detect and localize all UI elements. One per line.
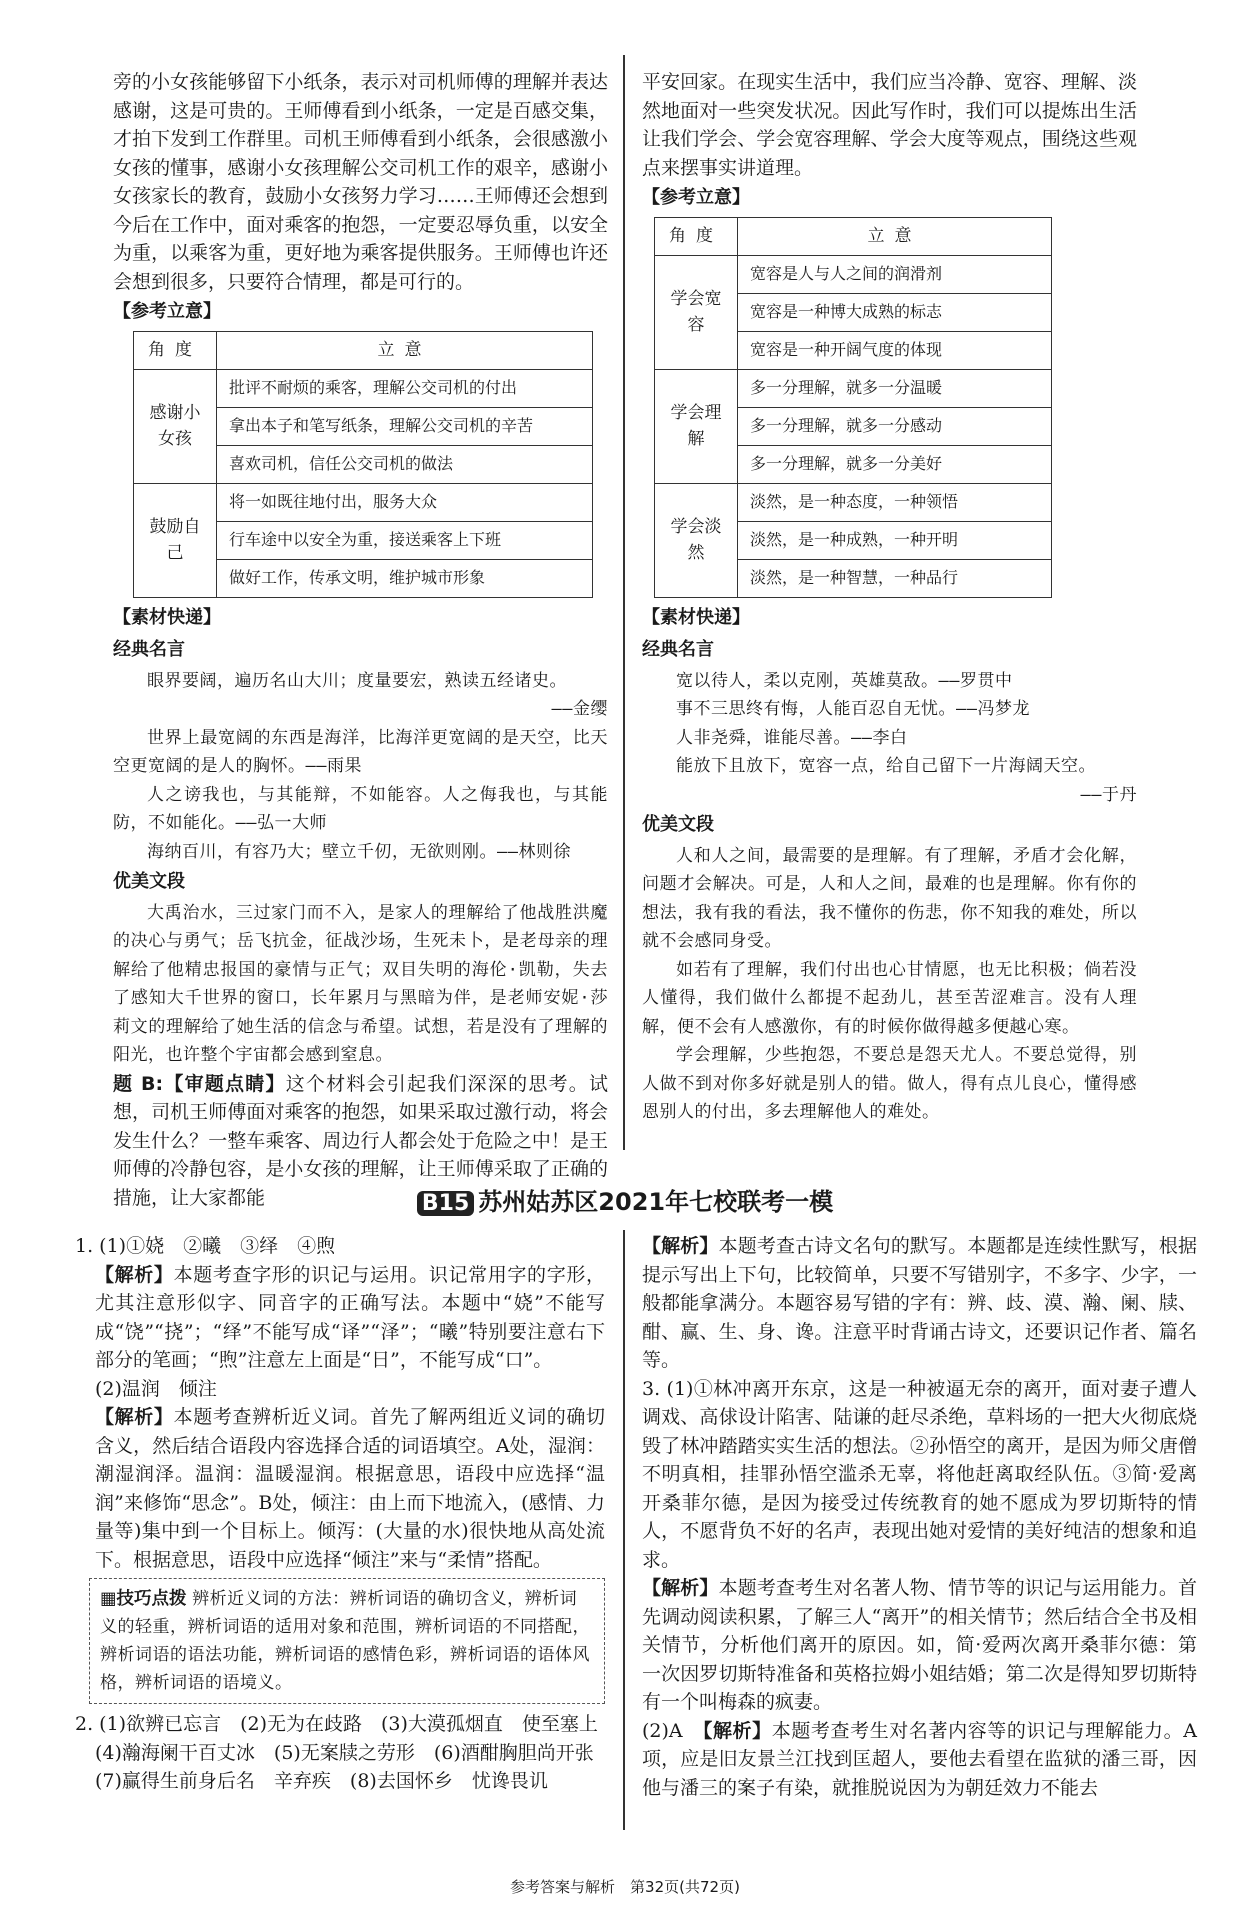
- table-idea: 淡然，是一种成熟，一种开明: [738, 521, 1052, 559]
- table-idea: 将一如既往地付出，服务大众: [217, 483, 593, 521]
- right-para-label: 优美文段: [642, 814, 714, 835]
- section-heading: [0, 1182, 1250, 1217]
- table-header-angle: 角度: [134, 331, 217, 369]
- analysis-label: 【解析】: [95, 1406, 174, 1428]
- analysis-label: 【解析】: [702, 1719, 772, 1742]
- left-quote-2: 世界上最宽阔的东西是海洋，比海洋更宽阔的是天空，比天空更宽阔的是人的胸怀。——雨果: [113, 727, 608, 776]
- analysis-label: 【解析】: [642, 1235, 719, 1257]
- q3-part1: 3. (1)①林冲离开东京，这是一种被逼无奈的离开，面对妻子遭人调戏、高俅设计陷害、陆谦的赶尽杀绝，草料场的一把大火彻底烧毁了林冲踏踏实实生活的想法。②孙悟空的离开，是因为师父唐僧不明真相，挂罪孙悟空滥杀无辜，将他赶离取经队伍。③简·爱离开桑菲尔德，是因为接受过传统教育的她不愿成为罗切斯特的情人，不愿背负不好的名声，表现出她对爱情的美好纯洁的想象和追求。: [642, 1377, 1197, 1571]
- table-angle: 学会宽容: [655, 255, 738, 369]
- left-ref-table: [133, 331, 593, 598]
- left-quotes-label: 经典名言: [113, 639, 185, 660]
- table-angle: 感谢小女孩: [134, 369, 217, 483]
- analysis-label: 【解析】: [642, 1577, 719, 1599]
- table-idea: 宽容是人与人之间的润滑剂: [738, 255, 1052, 293]
- q1-part1: 1. (1)①娆 ②曦 ③绎 ④煦: [75, 1235, 336, 1257]
- left-quote-3: 人之谤我也，与其能辩，不如能容。人之侮我也，与其能防，不如能化。——弘一大师: [113, 784, 608, 833]
- right-para-3: 学会理解，少些抱怨，不要总是怨天尤人。不要总觉得，别人做不到对你多好就是别人的错。做人，得有点儿良心，懂得感恩别人的付出，多去理解他人的难处。: [642, 1045, 1137, 1122]
- right-intro: 平安回家。在现实生活中，我们应当冷静、宽容、理解、淡然地面对一些突发状况。因此写作时，我们可以提炼出生活让我们学会、学会宽容理解、学会大度等观点，围绕这些观点来摆事实讲道理。: [642, 71, 1137, 179]
- b-text: 这个材料会引起我们深深的思考。试想，司机王师傅面对乘客的抱怨，如果采取过激行动，将会发生什么？一整车乘客、周边行人都会处于危险之中！是王师傅的冷静包容，是小女孩的理解，让王师傅采取了正确的措施，让大家都能: [113, 1072, 608, 1209]
- q2-line3: (7)赢得生前身后名 辛弃疾 (8)去国怀乡 忧谗畏讥: [95, 1770, 548, 1792]
- right-ref-label: 【参考立意】: [642, 187, 750, 208]
- section-title: 苏州姑苏区2021年七校联考一模: [478, 1188, 834, 1216]
- q3-part1-analysis: 本题考查考生对名著人物、情节等的识记与运用能力。首先调动阅读积累，了解三人“离开”的相关情节；然后结合全书及相关情节，分析他们离开的原因。如，简·爱两次离开桑菲尔德：第一次因罗切斯特准备和英格拉姆小姐结婚；第二次是得知罗切斯特有一个叫梅森的疯妻。: [642, 1577, 1197, 1713]
- right-quote-3: 人非尧舜，谁能尽善。——李白: [676, 727, 908, 748]
- q1-part2: (2)温润 倾注: [95, 1377, 217, 1400]
- left-intro: 旁的小女孩能够留下小纸条，表示对司机师傅的理解并表达感谢，这是可贵的。王师傅看到小纸条，一定是百感交集，才拍下发到工作群里。司机王师傅看到小纸条，会很感激小女孩的懂事，感谢小女孩理解公交司机工作的艰辛，感谢小女孩家长的教育，鼓励小女孩努力学习……王师傅还会想到今后在工作中，面对乘客的抱怨，一定要忍辱负重，以安全为重，以乘客为重，更好地为乘客提供服务。王师傅也许还会想到很多，只要符合情理，都是可行的。: [113, 71, 608, 293]
- analysis-label: 【解析】: [95, 1263, 174, 1286]
- q2-line1: 2. (1)欲辨已忘言 (2)无为在歧路 (3)大漠孤烟直 使至塞上: [75, 1713, 598, 1735]
- table-angle: 鼓励自己: [134, 483, 217, 597]
- q3-part2-analysis: 本题考查考生对名著内容等的识记与理解能力。A项，应是旧友景兰江找到匡超人，要他去看望在监狱的潘三哥，因他与潘三的案子有染，就推脱说因为为朝廷效力不能去: [642, 1719, 1197, 1799]
- left-top-column: [113, 68, 608, 1212]
- table-idea: 做好工作，传承文明，维护城市形象: [217, 559, 593, 597]
- table-idea: 多一分理解，就多一分感动: [738, 407, 1052, 445]
- table-angle: 学会淡然: [655, 483, 738, 597]
- right-quote-4: 能放下且放下，宽容一点，给自己留下一片海阔天空。: [676, 756, 1096, 776]
- left-quote-4: 海纳百川，有容乃大；壁立千仞，无欲则刚。——林则徐: [147, 841, 571, 862]
- table-idea: 宽容是一种博大成熟的标志: [738, 293, 1052, 331]
- left-para: 大禹治水，三过家门而不入，是家人的理解给了他战胜洪魔的决心与勇气；岳飞抗金，征战沙场，生死未卜，是老母亲的理解给了他精忠报国的豪情与正气；双目失明的海伦·凯勒，失去了感知大千世界的窗口，长年累月与黑暗为伴，是老师安妮·莎莉文的理解给了她生活的信念与希望。试想，若是没有了理解的阳光，也许整个宇宙都会感到窒息。: [113, 902, 608, 1065]
- left-quote-1-author: ——金缨: [551, 699, 608, 719]
- column-divider-bottom: [623, 1230, 625, 1830]
- left-para-label: 优美文段: [113, 871, 185, 892]
- left-bottom-column: [75, 1232, 605, 1796]
- table-header-idea: 立意: [217, 331, 593, 369]
- right-quotes-label: 经典名言: [642, 639, 714, 660]
- table-idea: 淡然，是一种智慧，一种品行: [738, 559, 1052, 597]
- table-idea: 多一分理解，就多一分温暖: [738, 369, 1052, 407]
- tip-box: [89, 1578, 605, 1704]
- table-idea: 宽容是一种开阔气度的体现: [738, 331, 1052, 369]
- left-material-label: 【素材快递】: [113, 606, 221, 628]
- table-angle: 学会理解: [655, 369, 738, 483]
- right-ref-table: [654, 217, 1052, 598]
- table-idea: 多一分理解，就多一分美好: [738, 445, 1052, 483]
- q2-analysis: 本题考查古诗文名句的默写。本题都是连续性默写，根据提示写出上下句，比较简单，只要不写错别字，不多字、少字，一般都能拿满分。本题容易写错的字有：辨、歧、漠、瀚、阑、牍、酣、赢、生、身、谗。注意平时背诵古诗文，还要识记作者、篇名等。: [642, 1235, 1197, 1371]
- table-idea: 淡然，是一种态度，一种领悟: [738, 483, 1052, 521]
- right-top-column: [642, 68, 1137, 1127]
- b-label: 题 B:【审题点睛】: [113, 1072, 286, 1095]
- tip-label: ▦技巧点拨: [100, 1589, 187, 1609]
- right-quote-1: 宽以待人，柔以克刚，英雄莫敌。——罗贯中: [676, 670, 1013, 691]
- page-footer: 参考答案与解析 第32页(共72页): [510, 1878, 740, 1896]
- column-divider-top: [623, 55, 625, 1150]
- table-idea: 拿出本子和笔写纸条，理解公交司机的辛苦: [217, 407, 593, 445]
- q3-part2: (2)A: [642, 1719, 683, 1742]
- right-para-2: 如若有了理解，我们付出也心甘情愿，也无比积极；倘若没人懂得，我们做什么都提不起劲儿，甚至苦涩难言。没有人理解，便不会有人感激你，有的时候你做得越多便越心寒。: [642, 959, 1137, 1037]
- left-ref-label: 【参考立意】: [113, 301, 221, 322]
- table-header-angle: 角度: [655, 217, 738, 255]
- tip-text: 辨析近义词的方法：辨析词语的确切含义，辨析词义的轻重，辨析词语的适用对象和范围，辨析词语的不同搭配，辨析词语的语法功能，辨析词语的感情色彩，辨析词语的语体风格，辨析词语的语境义。: [100, 1589, 590, 1693]
- right-bottom-column: [642, 1232, 1197, 1802]
- q1-part1-analysis: 本题考查字形的识记与运用。识记常用字的字形，尤其注意形似字、同音字的正确写法。本题中“娆”不能写成“饶”“挠”；“绎”不能写成“译”“泽”；“曦”特别要注意右下部分的笔画；“煦”注意左上面是“日”，不能写成“口”。: [95, 1263, 605, 1371]
- q2-line2: (4)瀚海阑干百丈冰 (5)无案牍之劳形 (6)酒酣胸胆尚开张: [95, 1741, 594, 1764]
- right-para-1: 人和人之间，最需要的是理解。有了理解，矛盾才会化解，问题才会解决。可是，人和人之间，最难的也是理解。你有你的想法，我有我的看法，我不懂你的伤悲，你不知我的难处，所以就不会感同身受。: [642, 845, 1137, 951]
- left-quote-1: 眼界要阔，遍历名山大川；度量要宏，熟读五经诸史。: [147, 670, 567, 691]
- section-badge: B15: [417, 1191, 474, 1216]
- table-idea: 喜欢司机，信任公交司机的做法: [217, 445, 593, 483]
- right-quote-4-author: ——于丹: [1080, 784, 1137, 805]
- right-quote-2: 事不三思终有悔，人能百忍自无忧。——冯梦龙: [676, 699, 1030, 719]
- table-idea: 行车途中以安全为重，接送乘客上下班: [217, 521, 593, 559]
- right-material-label: 【素材快递】: [642, 606, 750, 628]
- table-idea: 批评不耐烦的乘客，理解公交司机的付出: [217, 369, 593, 407]
- q1-part2-analysis: 本题考查辨析近义词。首先了解两组近义词的确切含义，然后结合语段内容选择合适的词语填空。A处，湿润：潮湿润泽。温润：温暖湿润。根据意思，语段中应选择“温润”来修饰“思念”。B处，倾注：由上而下地流入，(感情、力量等)集中到一个目标上。倾泻：(大量的水)很快地从高处流下。根据意思，语段中应选择“倾注”来与“柔情”搭配。: [95, 1406, 605, 1571]
- table-header-idea: 立意: [738, 217, 1052, 255]
